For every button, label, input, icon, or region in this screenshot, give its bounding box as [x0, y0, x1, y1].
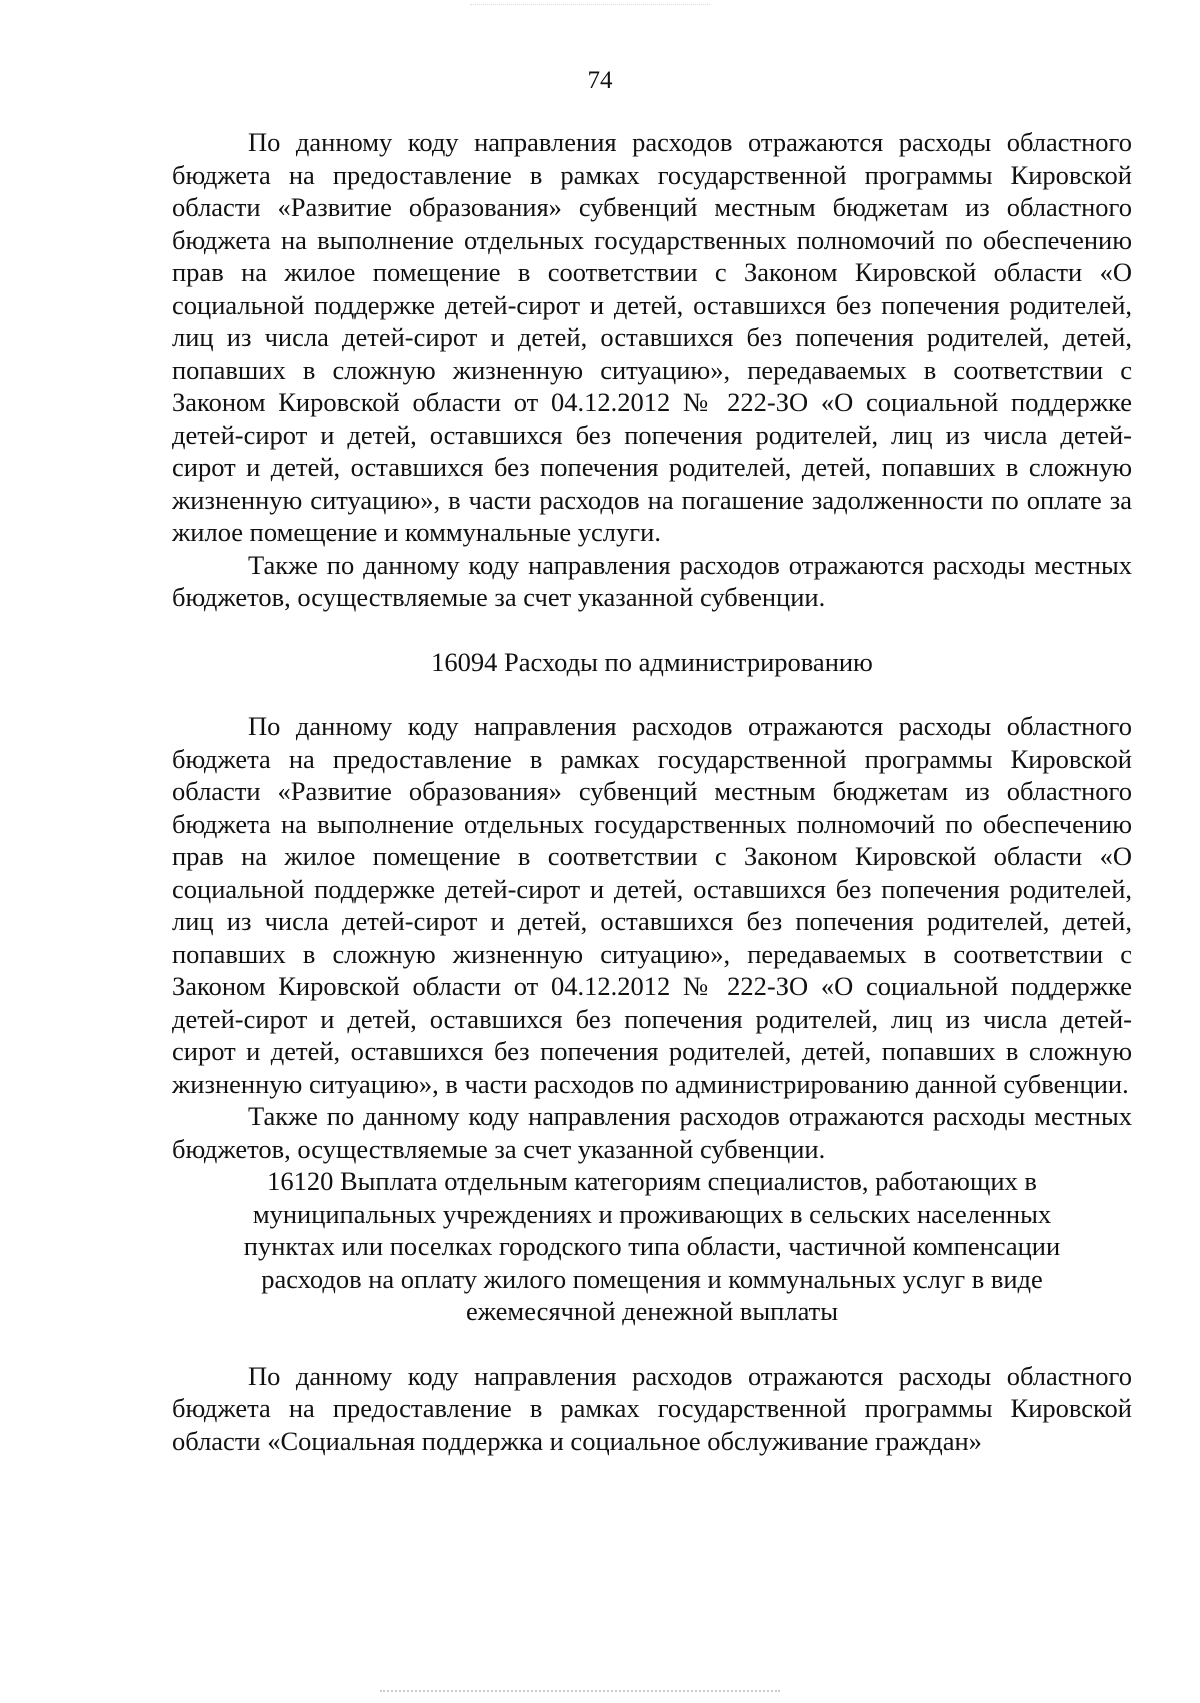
section-heading-16094: 16094 Расходы по администрированию — [431, 646, 873, 677]
paragraph-2: Также по данному коду направления расходов отражаются расходы местных бюджетов, осуществляемые за счет указанной субвенции. — [172, 549, 1132, 612]
section-heading-16120: 16120 Выплата отдельным категориям специалистов, работающих в муниципальных учреждениях и проживающих в сельских населенных пунктах или поселках городского типа области, частичной компенсации расходов на оплату жилого помещения и коммунальных услуг в виде ежемесячной денежной выплаты — [243, 1166, 1061, 1326]
scan-artifact-bottom — [380, 1690, 780, 1698]
paragraph-3: По данному коду направления расходов отражаются расходы областного бюджета на предоставление в рамках государственной программы Кировской области «Развитие образования» субвенций местным бюджетам из областного бюджета на выполнение отдельных государственных полномочий по обеспечению прав на жилое помещение в соответствии с Законом Кировской области «О социальной поддержке детей-сирот и детей, оставшихся без попечения родителей, лиц из числа детей-сирот и детей, оставшихся без попечения родителей, детей, попавших в сложную жизненную ситуацию», передаваемых в соответствии с Законом Кировской области от 04.12.2012 № 222-ЗО «О социальной поддержке детей-сирот и детей, оставшихся без попечения родителей, лиц из числа детей-сирот и детей, оставшихся без попечения родителей, детей, попавших в сложную жизненную ситуацию», в части расходов по администрированию данной субвенции. — [172, 711, 1132, 1099]
paragraph-4: Также по данному коду направления расходов отражаются расходы местных бюджетов, осуществляемые за счет указанной субвенции. — [172, 1101, 1132, 1164]
page-number: 74 — [587, 67, 613, 94]
paragraph-1: По данному коду направления расходов отражаются расходы областного бюджета на предоставление в рамках государственной программы Кировской области «Развитие образования» субвенций местным бюджетам из областного бюджета на выполнение отдельных государственных полномочий по обеспечению прав на жилое помещение в соответствии с Законом Кировской области «О социальной поддержке детей-сирот и детей, оставшихся без попечения родителей, лиц из числа детей-сирот и детей, оставшихся без попечения родителей, детей, попавших в сложную жизненную ситуацию», передаваемых в соответствии с Законом Кировской области от 04.12.2012 № 222-ЗО «О социальной поддержке детей-сирот и детей, оставшихся без попечения родителей, лиц из числа детей-сирот и детей, оставшихся без попечения родителей, детей, попавших в сложную жизненную ситуацию», в части расходов на погашение задолженности по оплате за жилое помещение и коммунальные услуги. — [172, 127, 1132, 547]
document-body — [172, 126, 1132, 1457]
paragraph-5: По данному коду направления расходов отражаются расходы областного бюджета на предоставление в рамках государственной программы Кировской области «Социальная поддержка и социальное обслуживание граждан» — [172, 1360, 1132, 1456]
scan-artifact-top — [470, 4, 710, 11]
